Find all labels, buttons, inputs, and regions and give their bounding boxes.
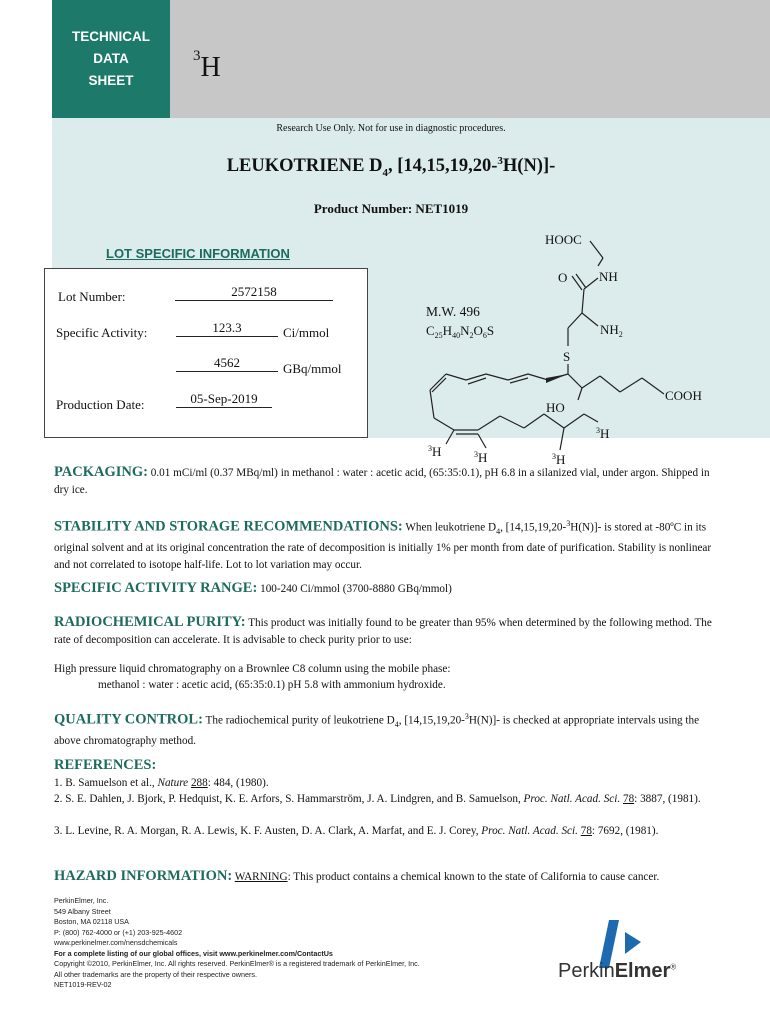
- research-use-notice: Research Use Only. Not for use in diagnostic procedures.: [276, 123, 506, 134]
- purity-section: RADIOCHEMICAL PURITY: This product was initially found to be greater than 95% when determined by the following method. The rate of decomposition can accelerate. It is advisable to check purity prior to use:: [54, 614, 712, 646]
- tritium-label-3: $^3$H: [552, 452, 566, 467]
- activity-range-section: SPECIFIC ACTIVITY RANGE: 100-240 Ci/mmol (3700-8880 GBq/mmol): [54, 580, 452, 596]
- lot-info-title: LOT SPECIFIC INFORMATION: [106, 246, 290, 261]
- mw-label: M.W. 496: [426, 304, 480, 319]
- tritium-label-4: $^3$H: [596, 426, 610, 441]
- hooc-label: HOOC: [545, 232, 582, 247]
- o-label: O: [558, 270, 568, 285]
- footer-company: PerkinElmer, Inc.: [54, 896, 109, 905]
- reference-3: 3. L. Levine, R. A. Morgan, R. A. Lewis, K. F. Austen, D. A. Clark, A. Marfat, and E. J. Corey, Proc. Natl. Acad. Sci. 78: 7692, (1981).: [54, 825, 659, 837]
- tds-line: TECHNICAL: [72, 29, 150, 44]
- nh2-label: $NH_2$: [600, 322, 623, 339]
- footer-contact: [54, 896, 474, 991]
- tritium-label-1: $^3$H: [428, 444, 442, 459]
- footer-city: Boston, MA 02118 USA: [54, 917, 129, 926]
- reference-2: 2. S. E. Dahlen, J. Bjork, P. Hedquist, K. E. Arfors, S. Hammarström, J. A. Lindgren, and B. Samuelson, Proc. Natl. Acad. Sci. 78: 3887, (1981).: [54, 793, 701, 805]
- footer-trademarks: All other trademarks are the property of their respective owners.: [54, 969, 257, 979]
- gbq-unit: GBq/mmol: [283, 361, 342, 376]
- lot-number-value: 2572158: [175, 284, 333, 301]
- product-number: Product Number: NET1019: [313, 201, 469, 216]
- ho-label: HO: [546, 400, 565, 415]
- specific-activity-ci-value: 123.3: [176, 320, 278, 337]
- hazard-section: HAZARD INFORMATION: WARNING: This product contains a chemical known to the state of California to cause cancer.: [54, 868, 660, 884]
- footer-offices: For a complete listing of our global offices, visit www.perkinelmer.com/ContactUs: [54, 948, 333, 958]
- hplc-line-2: methanol : water : acetic acid, (65:35:0.1) pH 5.8 with ammonium hydroxide.: [98, 679, 446, 691]
- page-title: LEUKOTRIENE $D_4$, [14,15,19,20-$^3$H(N)]-: [226, 155, 556, 179]
- cooh-label: COOH: [665, 388, 702, 403]
- nh-label: NH: [599, 269, 618, 284]
- technical-data-sheet-badge: [52, 0, 170, 118]
- tritium-label-2: $^3$H: [474, 450, 488, 465]
- footer-copyright: Copyright ©2010, PerkinElmer, Inc. All rights reserved. PerkinElmer® is a registered trademark of PerkinElmer, Inc.: [54, 959, 420, 968]
- hplc-line-1: High pressure liquid chromatography on a Brownlee C8 column using the mobile phase:: [54, 663, 451, 675]
- packaging-section: PACKAGING: 0.01 mCi/ml (0.37 MBq/ml) in methanol : water : acetic acid, (65:35:0.1), pH 6.8 in a silanized vial, under argon. Shipped in dry ice.: [54, 464, 710, 496]
- production-date-value: 05-Sep-2019: [176, 391, 272, 408]
- quality-control-section: QUALITY CONTROL: The radiochemical purity of leukotriene $D_4$, [14,15,19,20-$^3$H(N)]- is checked at appropriate intervals using the above chromatography method.: [54, 711, 700, 748]
- tds-line: DATA: [93, 51, 129, 66]
- formula-label: $C_{25}H_{40}N_2O_6S$: [426, 323, 495, 340]
- ci-unit: Ci/mmol: [283, 325, 330, 340]
- s-label: S: [563, 349, 571, 364]
- perkinelmer-logo-text: PerkinElmer®: [558, 960, 677, 982]
- specific-activity-label: Specific Activity:: [56, 325, 148, 340]
- stability-section: STABILITY AND STORAGE RECOMMENDATIONS: When leukotriene $D_4$, [14,15,19,20-$^3$H(N)]- is stored at -80ºC in its original solvent and at its original concentration the rate of decomposition is initially 1% per month from date of purification. Stability is nonlinear and not correlated to isotope half-life. Lot to lot variation may occur.: [54, 518, 712, 571]
- chemical-structure: [420, 228, 750, 470]
- references-heading: REFERENCES:: [54, 757, 157, 773]
- reference-1: 1. B. Samuelson et al., Nature 288: 484, (1980).: [54, 777, 269, 789]
- footer-phone: P: (800) 762-4000 or (+1) 203-925-4602: [54, 927, 183, 937]
- lot-number-label: Lot Number:: [58, 289, 126, 304]
- footer-web: www.perkinelmer.com/nensdchemicals: [54, 938, 178, 947]
- specific-activity-gbq-value: 4562: [176, 355, 278, 372]
- footer-revision: NET1019-REV-02: [54, 980, 112, 989]
- tds-line: SHEET: [88, 73, 134, 88]
- production-date-label: Production Date:: [56, 397, 145, 412]
- footer-street: 549 Albany Street: [54, 906, 111, 916]
- isotope-symbol: $^3$H: [193, 47, 221, 83]
